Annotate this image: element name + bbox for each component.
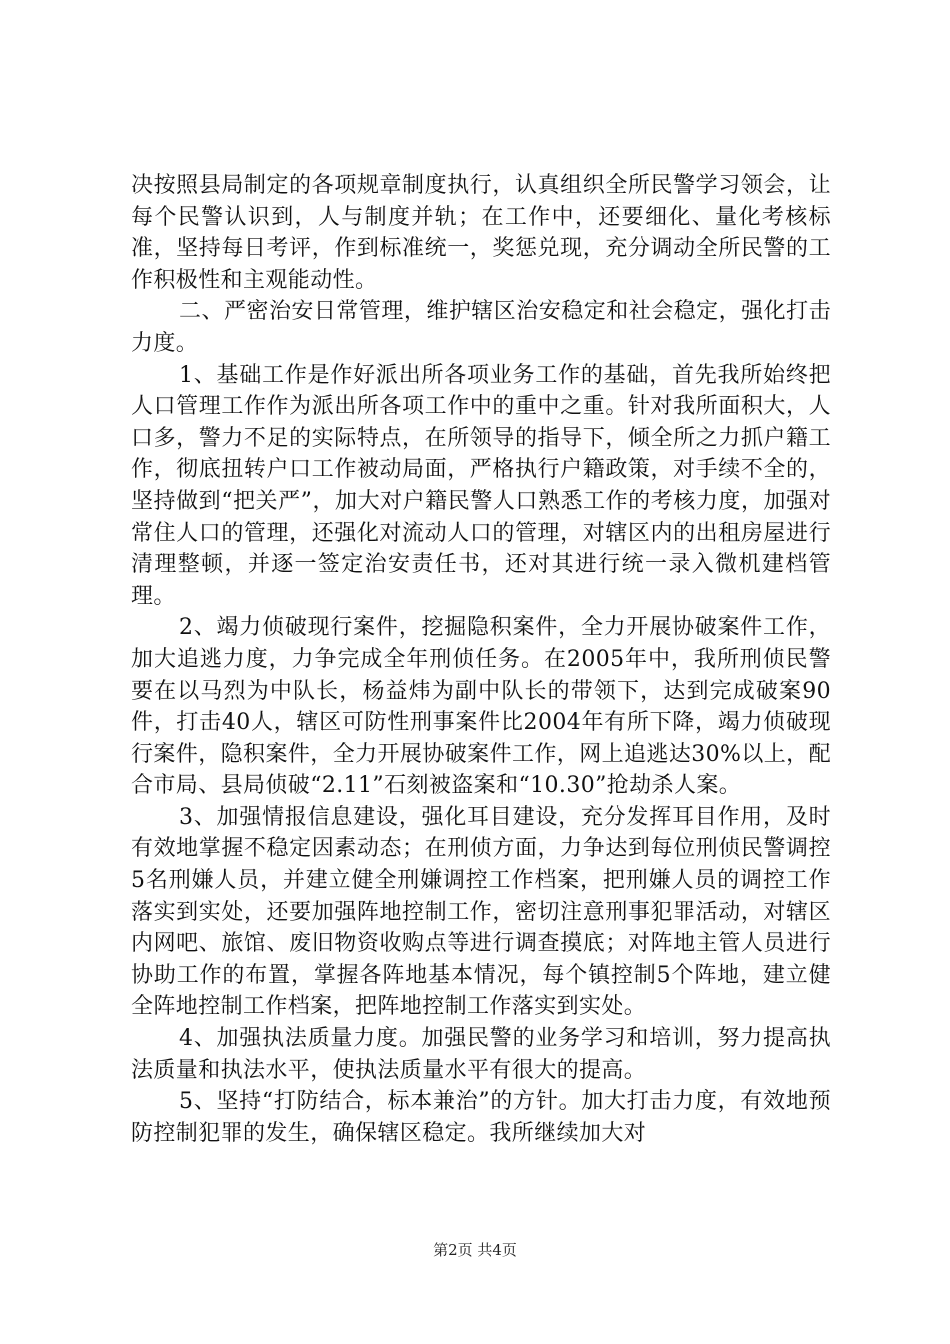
paragraph-item-2: 2、竭力侦破现行案件，挖掘隐积案件，全力开展协破案件工作，加大追逃力度，力争完成全年刑侦任务。在2005年中，我所刑侦民警要在以马烈为中队长，杨益炜为副中队长的带领下，达到完成破案90件，打击40人，辖区可防性刑事案件比2004年有所下降，竭力侦破现行案件，隐积案件，全力开展协破案件工作，网上追逃达30%以上，配合市局、县局侦破“2.11”石刻被盗案和“10.30”抢劫杀人案。 bbox=[131, 615, 831, 799]
page-number-footer: 第2页 共4页 bbox=[433, 1241, 517, 1259]
paragraph-item-3: 3、加强情报信息建设，强化耳目建设，充分发挥耳目作用，及时有效地掌握不稳定因素动态；在刑侦方面，力争达到每位刑侦民警调控5名刑嫌人员，并建立健全刑嫌调控工作档案，把刑嫌人员的调控工作落实到实处，还要加强阵地控制工作，密切注意刑事犯罪活动，对辖区内网吧、旅馆、废旧物资收购点等进行调查摸底；对阵地主管人员进行协助工作的布置，掌握各阵地基本情况，每个镇控制5个阵地，建立健全阵地控制工作档案，把阵地控制工作落实到实处。 bbox=[131, 804, 831, 1020]
section-heading: 二、严密治安日常管理，维护辖区治安稳定和社会稳定，强化打击力度。 bbox=[131, 299, 831, 356]
paragraph-item-5: 5、坚持“打防结合，标本兼治”的方针。加大打击力度，有效地预防控制犯罪的发生，确保辖区稳定。我所继续加大对 bbox=[131, 1089, 831, 1146]
document-body bbox=[131, 170, 831, 1149]
paragraph-item-1: 1、基础工作是作好派出所各项业务工作的基础，首先我所始终把人口管理工作作为派出所各项工作中的重中之重。针对我所面积大，人口多，警力不足的实际特点，在所领导的指导下，倾全所之力抓户籍工作，彻底扭转户口工作被动局面，严格执行户籍政策，对手续不全的，坚持做到“把关严”，加大对户籍民警人口熟悉工作的考核力度，加强对常住人口的管理，还强化对流动人口的管理，对辖区内的出租房屋进行清理整顿，并逐一签定治安责任书，还对其进行统一录入微机建档管理。 bbox=[131, 362, 831, 609]
paragraph-item-4: 4、加强执法质量力度。加强民警的业务学习和培训，努力提高执法质量和执法水平，使执法质量水平有很大的提高。 bbox=[131, 1026, 831, 1083]
paragraph-continuation: 决按照县局制定的各项规章制度执行，认真组织全所民警学习领会，让每个民警认识到，人与制度并轨；在工作中，还要细化、量化考核标准，坚持每日考评，作到标准统一，奖惩兑现，充分调动全所民警的工作积极性和主观能动性。 bbox=[131, 173, 831, 293]
